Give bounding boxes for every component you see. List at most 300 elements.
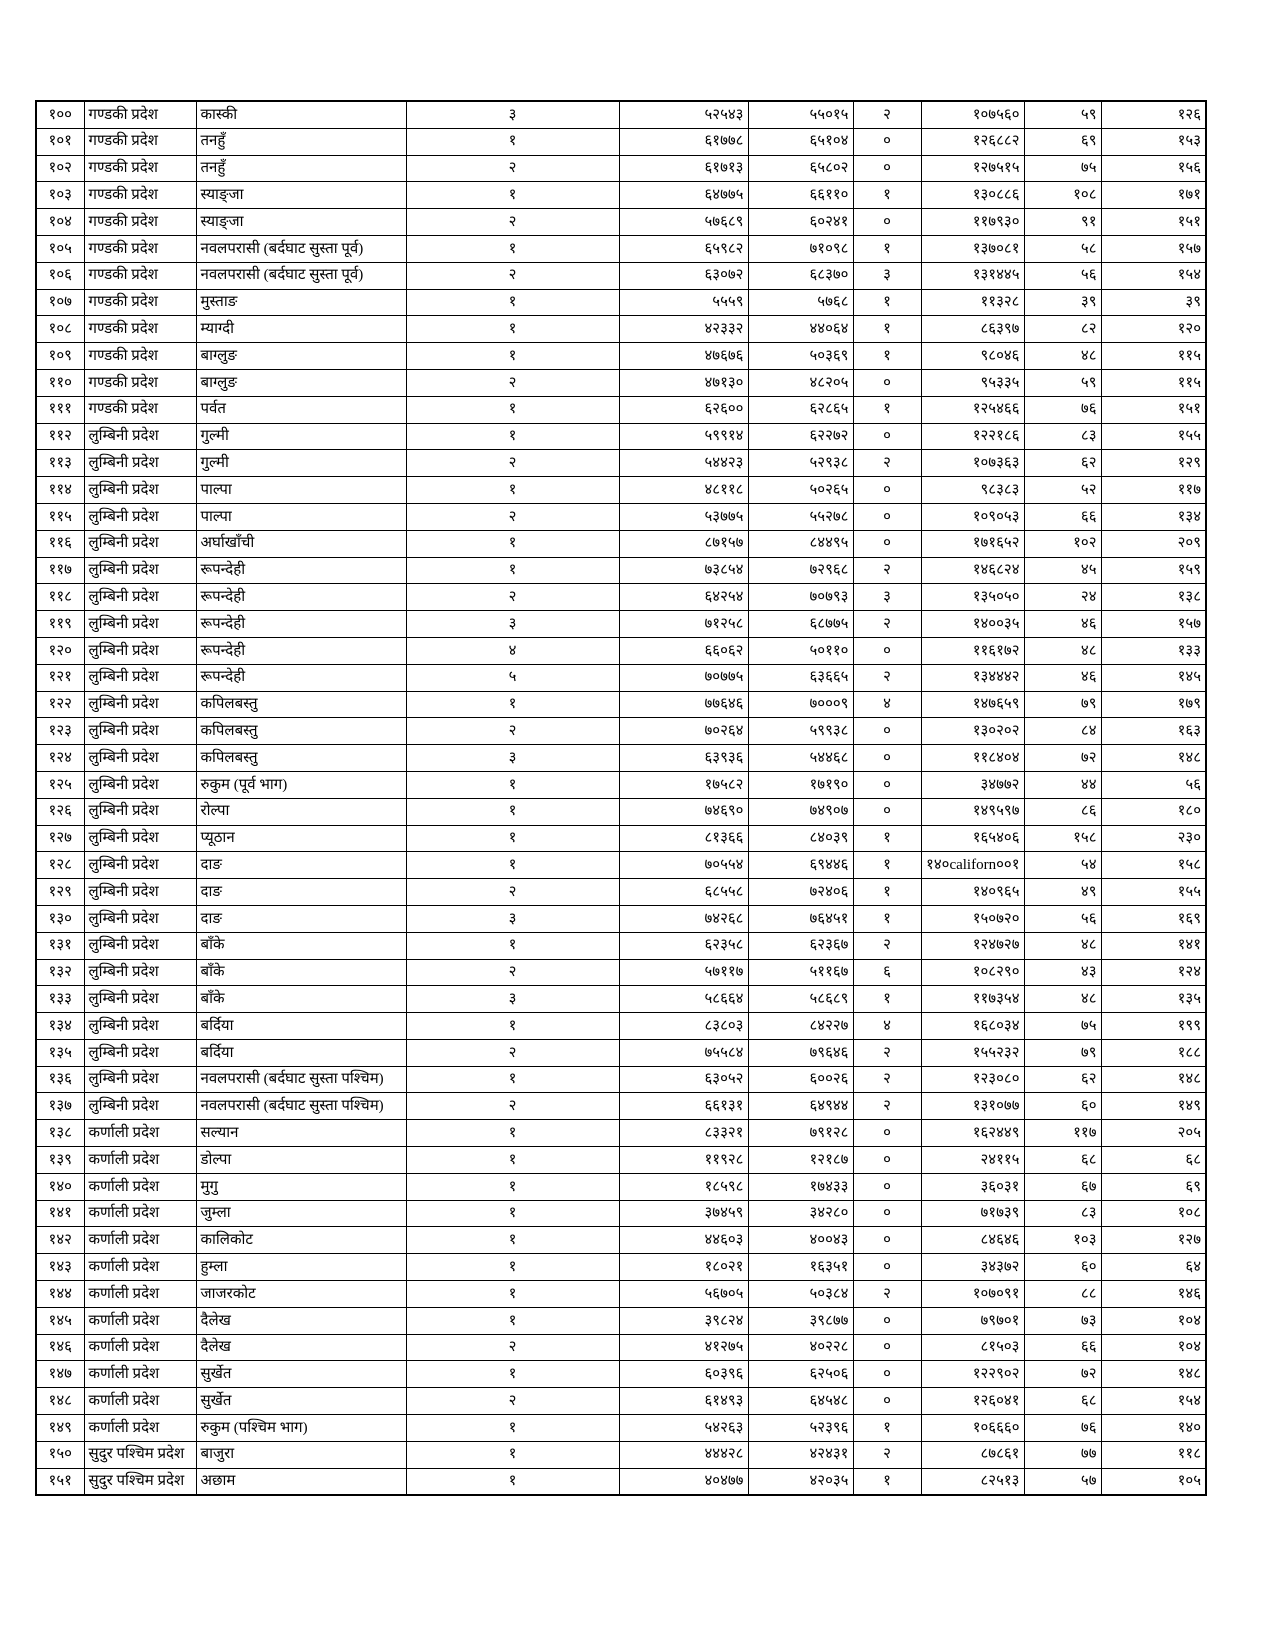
cell-count-5: १०८ <box>1024 182 1101 209</box>
cell-serial-number: १३७ <box>36 1093 84 1120</box>
cell-count-5: २४ <box>1024 584 1101 611</box>
cell-serial-number: १३४ <box>36 1013 84 1040</box>
cell-count-1: ५३७७५ <box>619 503 748 530</box>
cell-count-6: १७१ <box>1101 182 1206 209</box>
table-row <box>36 637 1206 664</box>
cell-province: लुम्बिनी प्रदेश <box>84 423 196 450</box>
cell-count-1: ६३९३६ <box>619 745 748 772</box>
table-row <box>36 1066 1206 1093</box>
cell-province: कर्णाली प्रदेश <box>84 1361 196 1388</box>
cell-count-5: ७३ <box>1024 1307 1101 1334</box>
cell-count-6: १५६ <box>1101 155 1206 182</box>
cell-district: तनहुँ <box>196 128 406 155</box>
cell-constituency-number: २ <box>406 503 619 530</box>
table-row <box>36 932 1206 959</box>
cell-count-4: ११७९३० <box>921 209 1024 236</box>
cell-count-3: २ <box>853 932 921 959</box>
table-row <box>36 1013 1206 1040</box>
table-row <box>36 771 1206 798</box>
cell-province: लुम्बिनी प्रदेश <box>84 611 196 638</box>
cell-count-2: ४००४३ <box>748 1227 853 1254</box>
cell-count-3: ३ <box>853 262 921 289</box>
cell-count-3: ० <box>853 1173 921 1200</box>
cell-district: दाङ <box>196 852 406 879</box>
cell-count-6: १३४ <box>1101 503 1206 530</box>
cell-count-5: ७९ <box>1024 691 1101 718</box>
cell-count-3: ० <box>853 1361 921 1388</box>
cell-count-3: २ <box>853 1441 921 1468</box>
cell-district: पर्वत <box>196 396 406 423</box>
cell-count-4: ८७८६१ <box>921 1441 1024 1468</box>
cell-count-3: ० <box>853 530 921 557</box>
cell-province: कर्णाली प्रदेश <box>84 1415 196 1442</box>
cell-province: लुम्बिनी प्रदेश <box>84 932 196 959</box>
cell-count-1: १७५८२ <box>619 771 748 798</box>
cell-count-5: ७५ <box>1024 155 1101 182</box>
cell-count-6: १२६ <box>1101 101 1206 128</box>
cell-count-6: १४९ <box>1101 1093 1206 1120</box>
cell-province: गण्डकी प्रदेश <box>84 182 196 209</box>
cell-constituency-number: ३ <box>406 986 619 1013</box>
table-row <box>36 101 1206 128</box>
cell-district: बाग्लुङ <box>196 369 406 396</box>
cell-province: लुम्बिनी प्रदेश <box>84 745 196 772</box>
cell-count-1: ५४४२३ <box>619 450 748 477</box>
cell-count-3: २ <box>853 664 921 691</box>
table-row <box>36 128 1206 155</box>
cell-count-4: १२४७२७ <box>921 932 1024 959</box>
table-row <box>36 1468 1206 1495</box>
cell-count-5: ४८ <box>1024 986 1101 1013</box>
cell-count-4: १२७५१५ <box>921 155 1024 182</box>
table-row <box>36 1120 1206 1147</box>
cell-province: लुम्बिनी प्रदेश <box>84 825 196 852</box>
cell-province: गण्डकी प्रदेश <box>84 155 196 182</box>
cell-district: दैलेख <box>196 1334 406 1361</box>
cell-count-1: ५७११७ <box>619 959 748 986</box>
cell-count-4: १०७०९१ <box>921 1281 1024 1308</box>
cell-serial-number: ११० <box>36 369 84 396</box>
cell-count-1: ७५५८४ <box>619 1039 748 1066</box>
cell-district: बाग्लुङ <box>196 343 406 370</box>
cell-district: जाजरकोट <box>196 1281 406 1308</box>
cell-count-2: ६९४४६ <box>748 852 853 879</box>
cell-constituency-number: १ <box>406 343 619 370</box>
cell-count-6: १५९ <box>1101 557 1206 584</box>
cell-count-2: ८४०३९ <box>748 825 853 852</box>
cell-count-3: ० <box>853 798 921 825</box>
cell-district: रूपन्देही <box>196 584 406 611</box>
cell-count-6: १०४ <box>1101 1334 1206 1361</box>
cell-count-4: ३४७७२ <box>921 771 1024 798</box>
cell-count-2: ५९९३८ <box>748 718 853 745</box>
cell-count-3: ० <box>853 1254 921 1281</box>
cell-count-2: ६००२६ <box>748 1066 853 1093</box>
cell-serial-number: १४७ <box>36 1361 84 1388</box>
cell-constituency-number: १ <box>406 477 619 504</box>
cell-province: गण्डकी प्रदेश <box>84 316 196 343</box>
cell-province: कर्णाली प्रदेश <box>84 1388 196 1415</box>
cell-count-4: १४०९६५ <box>921 879 1024 906</box>
cell-count-3: ० <box>853 637 921 664</box>
cell-count-6: ३९ <box>1101 289 1206 316</box>
cell-count-5: ६० <box>1024 1254 1101 1281</box>
cell-count-1: ८१३६६ <box>619 825 748 852</box>
cell-count-3: ० <box>853 1200 921 1227</box>
cell-province: लुम्बिनी प्रदेश <box>84 1039 196 1066</box>
cell-count-1: ६५९८२ <box>619 235 748 262</box>
table-row <box>36 1039 1206 1066</box>
cell-count-4: १४९५९७ <box>921 798 1024 825</box>
cell-province: कर्णाली प्रदेश <box>84 1281 196 1308</box>
cell-count-4: १२५४६६ <box>921 396 1024 423</box>
cell-count-4: १२२९०२ <box>921 1361 1024 1388</box>
table-row <box>36 1147 1206 1174</box>
cell-province: गण्डकी प्रदेश <box>84 209 196 236</box>
cell-count-4: १५०७२० <box>921 905 1024 932</box>
cell-count-6: १०४ <box>1101 1307 1206 1334</box>
cell-count-1: ४२३३२ <box>619 316 748 343</box>
cell-count-2: ७१०९८ <box>748 235 853 262</box>
cell-count-5: ६२ <box>1024 1066 1101 1093</box>
cell-count-2: ५०३८४ <box>748 1281 853 1308</box>
cell-count-1: ६४२५४ <box>619 584 748 611</box>
cell-serial-number: १०३ <box>36 182 84 209</box>
cell-count-5: ७७ <box>1024 1441 1101 1468</box>
cell-count-6: १५७ <box>1101 611 1206 638</box>
cell-serial-number: १४२ <box>36 1227 84 1254</box>
cell-count-2: ७०००९ <box>748 691 853 718</box>
cell-count-3: ४ <box>853 691 921 718</box>
cell-serial-number: १३६ <box>36 1066 84 1093</box>
cell-count-5: ७५ <box>1024 1013 1101 1040</box>
cell-count-6: १०८ <box>1101 1200 1206 1227</box>
cell-count-3: ० <box>853 1388 921 1415</box>
cell-serial-number: १४८ <box>36 1388 84 1415</box>
cell-count-2: १२१८७ <box>748 1147 853 1174</box>
cell-count-2: १७४३३ <box>748 1173 853 1200</box>
cell-count-5: ५६ <box>1024 905 1101 932</box>
table-row <box>36 1200 1206 1227</box>
cell-count-1: ७३८५४ <box>619 557 748 584</box>
cell-district: रूपन्देही <box>196 557 406 584</box>
cell-count-1: ७४६९० <box>619 798 748 825</box>
cell-count-1: ६१७१३ <box>619 155 748 182</box>
cell-count-5: ६२ <box>1024 450 1101 477</box>
cell-serial-number: १२१ <box>36 664 84 691</box>
cell-count-5: ४८ <box>1024 932 1101 959</box>
cell-count-3: २ <box>853 450 921 477</box>
cell-count-1: ६२३५८ <box>619 932 748 959</box>
cell-count-2: ६२८६५ <box>748 396 853 423</box>
cell-district: बाँके <box>196 959 406 986</box>
cell-province: लुम्बिनी प्रदेश <box>84 879 196 906</box>
cell-count-2: ५५०१५ <box>748 101 853 128</box>
cell-count-6: ११५ <box>1101 343 1206 370</box>
cell-count-5: ७९ <box>1024 1039 1101 1066</box>
cell-count-4: १०९०५३ <box>921 503 1024 530</box>
cell-serial-number: १०१ <box>36 128 84 155</box>
cell-count-5: ६७ <box>1024 1173 1101 1200</box>
cell-count-2: ५०११० <box>748 637 853 664</box>
cell-serial-number: १३५ <box>36 1039 84 1066</box>
cell-count-4: १२३०८० <box>921 1066 1024 1093</box>
cell-count-3: ० <box>853 1147 921 1174</box>
cell-count-2: ४४०६४ <box>748 316 853 343</box>
cell-count-6: १७९ <box>1101 691 1206 718</box>
cell-serial-number: १४० <box>36 1173 84 1200</box>
cell-count-1: ७०५५४ <box>619 852 748 879</box>
cell-count-3: ० <box>853 718 921 745</box>
cell-count-4: ७९७०१ <box>921 1307 1024 1334</box>
cell-count-2: ५७६८ <box>748 289 853 316</box>
cell-count-1: ७४२६८ <box>619 905 748 932</box>
cell-count-5: ६९ <box>1024 128 1101 155</box>
cell-district: स्याङ्जा <box>196 182 406 209</box>
table-row <box>36 209 1206 236</box>
cell-province: गण्डकी प्रदेश <box>84 396 196 423</box>
table-row <box>36 235 1206 262</box>
table-row <box>36 1441 1206 1468</box>
cell-count-3: ० <box>853 423 921 450</box>
cell-serial-number: ११२ <box>36 423 84 450</box>
cell-count-2: ६२५०६ <box>748 1361 853 1388</box>
cell-count-3: ० <box>853 155 921 182</box>
cell-province: लुम्बिनी प्रदेश <box>84 959 196 986</box>
cell-count-2: ८४२२७ <box>748 1013 853 1040</box>
cell-count-1: ५७६८९ <box>619 209 748 236</box>
cell-constituency-number: १ <box>406 1200 619 1227</box>
cell-count-4: १३१०७७ <box>921 1093 1024 1120</box>
cell-constituency-number: १ <box>406 1147 619 1174</box>
cell-province: कर्णाली प्रदेश <box>84 1200 196 1227</box>
cell-district: बर्दिया <box>196 1039 406 1066</box>
cell-count-5: ४९ <box>1024 879 1101 906</box>
cell-count-1: १८५९८ <box>619 1173 748 1200</box>
cell-count-6: १५१ <box>1101 209 1206 236</box>
cell-count-4: २४११५ <box>921 1147 1024 1174</box>
cell-count-6: १४१ <box>1101 932 1206 959</box>
cell-count-6: १४५ <box>1101 664 1206 691</box>
cell-serial-number: १०६ <box>36 262 84 289</box>
cell-serial-number: १२५ <box>36 771 84 798</box>
cell-constituency-number: १ <box>406 182 619 209</box>
cell-district: कपिलबस्तु <box>196 718 406 745</box>
cell-count-2: ६५८०२ <box>748 155 853 182</box>
table-row <box>36 343 1206 370</box>
cell-count-1: ४०४७७ <box>619 1468 748 1495</box>
cell-count-5: ५९ <box>1024 369 1101 396</box>
cell-serial-number: १२८ <box>36 852 84 879</box>
table-row <box>36 1307 1206 1334</box>
cell-constituency-number: १ <box>406 557 619 584</box>
cell-count-1: ८३३२१ <box>619 1120 748 1147</box>
cell-serial-number: १४९ <box>36 1415 84 1442</box>
cell-province: कर्णाली प्रदेश <box>84 1173 196 1200</box>
cell-count-3: ० <box>853 1307 921 1334</box>
cell-serial-number: ११५ <box>36 503 84 530</box>
cell-count-6: २३० <box>1101 825 1206 852</box>
cell-count-3: १ <box>853 825 921 852</box>
cell-count-2: ६२३६७ <box>748 932 853 959</box>
cell-count-6: १३५ <box>1101 986 1206 1013</box>
cell-count-6: १५३ <box>1101 128 1206 155</box>
cell-serial-number: १४६ <box>36 1334 84 1361</box>
table-row <box>36 1254 1206 1281</box>
cell-province: कर्णाली प्रदेश <box>84 1227 196 1254</box>
cell-count-2: ४२०३५ <box>748 1468 853 1495</box>
cell-constituency-number: १ <box>406 691 619 718</box>
cell-count-3: १ <box>853 289 921 316</box>
cell-constituency-number: १ <box>406 1173 619 1200</box>
cell-constituency-number: १ <box>406 1468 619 1495</box>
cell-constituency-number: २ <box>406 959 619 986</box>
cell-count-5: ५८ <box>1024 235 1101 262</box>
cell-count-1: ६०३९६ <box>619 1361 748 1388</box>
cell-count-3: २ <box>853 1039 921 1066</box>
cell-count-4: ८१५०३ <box>921 1334 1024 1361</box>
cell-count-1: ४४४२८ <box>619 1441 748 1468</box>
cell-count-1: ४८११८ <box>619 477 748 504</box>
cell-constituency-number: १ <box>406 530 619 557</box>
table-row <box>36 369 1206 396</box>
cell-count-2: ७९१२८ <box>748 1120 853 1147</box>
cell-district: रोल्पा <box>196 798 406 825</box>
cell-count-2: ५४४६८ <box>748 745 853 772</box>
cell-constituency-number: १ <box>406 1120 619 1147</box>
cell-count-2: ७०७९३ <box>748 584 853 611</box>
cell-count-1: ६३०७२ <box>619 262 748 289</box>
cell-count-5: ४६ <box>1024 664 1101 691</box>
cell-province: लुम्बिनी प्रदेश <box>84 1066 196 1093</box>
cell-constituency-number: १ <box>406 1066 619 1093</box>
cell-province: कर्णाली प्रदेश <box>84 1254 196 1281</box>
cell-province: कर्णाली प्रदेश <box>84 1120 196 1147</box>
cell-count-5: ८२ <box>1024 316 1101 343</box>
cell-serial-number: १०४ <box>36 209 84 236</box>
cell-count-4: ११८४०४ <box>921 745 1024 772</box>
cell-count-6: १५१ <box>1101 396 1206 423</box>
cell-serial-number: १५१ <box>36 1468 84 1495</box>
cell-count-2: ५०३६९ <box>748 343 853 370</box>
cell-province: लुम्बिनी प्रदेश <box>84 986 196 1013</box>
cell-count-5: ८३ <box>1024 423 1101 450</box>
cell-constituency-number: १ <box>406 852 619 879</box>
cell-count-3: १ <box>853 316 921 343</box>
cell-province: गण्डकी प्रदेश <box>84 101 196 128</box>
cell-count-4: ९८३८३ <box>921 477 1024 504</box>
cell-count-4: १४६८२४ <box>921 557 1024 584</box>
cell-constituency-number: १ <box>406 771 619 798</box>
table-row <box>36 798 1206 825</box>
cell-count-4: ८२५१३ <box>921 1468 1024 1495</box>
cell-count-6: १८८ <box>1101 1039 1206 1066</box>
cell-count-2: ५२३९६ <box>748 1415 853 1442</box>
cell-count-3: १ <box>853 343 921 370</box>
cell-province: गण्डकी प्रदेश <box>84 235 196 262</box>
cell-district: नवलपरासी (बर्दघाट सुस्ता पूर्व) <box>196 262 406 289</box>
cell-count-1: ५८६६४ <box>619 986 748 1013</box>
cell-count-3: ० <box>853 1334 921 1361</box>
cell-count-6: १५७ <box>1101 235 1206 262</box>
cell-count-4: ७१७३९ <box>921 1200 1024 1227</box>
cell-count-6: १४८ <box>1101 1361 1206 1388</box>
cell-count-6: १५४ <box>1101 1388 1206 1415</box>
cell-count-6: १४८ <box>1101 745 1206 772</box>
cell-count-2: ६८३७० <box>748 262 853 289</box>
cell-district: अछाम <box>196 1468 406 1495</box>
cell-province: गण्डकी प्रदेश <box>84 289 196 316</box>
cell-province: लुम्बिनी प्रदेश <box>84 1013 196 1040</box>
cell-count-3: ० <box>853 477 921 504</box>
cell-constituency-number: १ <box>406 932 619 959</box>
cell-count-4: १४००३५ <box>921 611 1024 638</box>
cell-constituency-number: १ <box>406 316 619 343</box>
cell-count-3: ० <box>853 369 921 396</box>
cell-district: मुगु <box>196 1173 406 1200</box>
cell-count-5: ६८ <box>1024 1147 1101 1174</box>
cell-count-2: ५५२७८ <box>748 503 853 530</box>
cell-count-5: ९१ <box>1024 209 1101 236</box>
cell-count-3: १ <box>853 1468 921 1495</box>
table-row <box>36 1093 1206 1120</box>
cell-district: पाल्पा <box>196 477 406 504</box>
cell-count-2: ६४९४४ <box>748 1093 853 1120</box>
cell-count-6: १६३ <box>1101 718 1206 745</box>
table-body <box>36 101 1206 1495</box>
cell-province: लुम्बिनी प्रदेश <box>84 691 196 718</box>
cell-count-1: ७०७७५ <box>619 664 748 691</box>
cell-count-5: १५८ <box>1024 825 1101 852</box>
cell-count-4: ११७३५४ <box>921 986 1024 1013</box>
cell-constituency-number: २ <box>406 879 619 906</box>
cell-count-2: ६६११० <box>748 182 853 209</box>
table-row <box>36 182 1206 209</box>
cell-count-3: १ <box>853 986 921 1013</box>
cell-constituency-number: १ <box>406 798 619 825</box>
cell-count-1: ५५५९ <box>619 289 748 316</box>
cell-count-5: ४४ <box>1024 771 1101 798</box>
cell-count-5: ७२ <box>1024 1361 1101 1388</box>
cell-count-6: १२० <box>1101 316 1206 343</box>
cell-constituency-number: १ <box>406 1254 619 1281</box>
cell-district: अर्घाखाँची <box>196 530 406 557</box>
cell-count-4: ३४३७२ <box>921 1254 1024 1281</box>
cell-serial-number: १२४ <box>36 745 84 772</box>
cell-count-4: १२६०४१ <box>921 1388 1024 1415</box>
table-row <box>36 1173 1206 1200</box>
cell-district: तनहुँ <box>196 155 406 182</box>
table-row <box>36 262 1206 289</box>
cell-count-6: ११७ <box>1101 477 1206 504</box>
cell-count-4: १४०californ००१ <box>921 852 1024 879</box>
table-row <box>36 1334 1206 1361</box>
cell-count-2: ७२९६८ <box>748 557 853 584</box>
cell-count-3: १ <box>853 1415 921 1442</box>
cell-count-3: २ <box>853 557 921 584</box>
table-row <box>36 477 1206 504</box>
cell-province: सुदुर पश्चिम प्रदेश <box>84 1468 196 1495</box>
cell-count-6: १५८ <box>1101 852 1206 879</box>
cell-count-1: ४१२७५ <box>619 1334 748 1361</box>
cell-count-4: ८६३९७ <box>921 316 1024 343</box>
cell-constituency-number: १ <box>406 423 619 450</box>
cell-count-6: ११५ <box>1101 369 1206 396</box>
cell-constituency-number: २ <box>406 450 619 477</box>
cell-district: नवलपरासी (बर्दघाट सुस्ता पूर्व) <box>196 235 406 262</box>
cell-count-4: १०७५६० <box>921 101 1024 128</box>
cell-count-6: १२४ <box>1101 959 1206 986</box>
